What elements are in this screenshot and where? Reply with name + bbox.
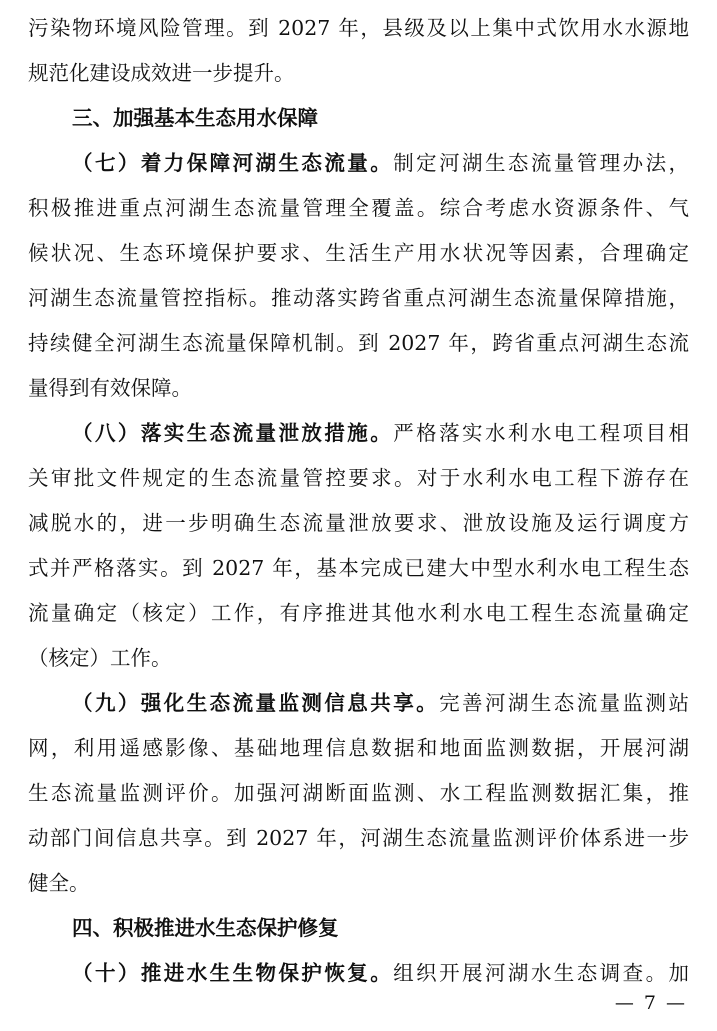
text-segment: 制定河湖生态流量管理办法， bbox=[393, 151, 690, 175]
text-line: 健全。 bbox=[28, 871, 90, 895]
paragraph-8-first-line bbox=[28, 411, 689, 456]
paragraph-8-title: （八）落实生态流量泄放措施。 bbox=[72, 421, 394, 445]
text-line: （核定）工作。 bbox=[28, 646, 172, 670]
paragraph-7-first-line bbox=[28, 141, 689, 186]
section-heading-3: 三、加强基本生态用水保障 bbox=[72, 106, 318, 130]
text-line: 污染物环境风险管理。到 2027 年，县级及以上集中式饮用水水源地 bbox=[28, 16, 689, 40]
paragraph-7-title: （七）着力保障河湖生态流量。 bbox=[72, 151, 394, 175]
text-segment: 组织开展河湖水生态调查。加 bbox=[393, 961, 690, 985]
text-line: 候状况、生态环境保护要求、生活生产用水状况等因素，合理确定 bbox=[28, 241, 689, 265]
text-line: 积极推进重点河湖生态流量管理全覆盖。综合考虑水资源条件、气 bbox=[28, 196, 689, 220]
text-line: 网，利用遥感影像、基础地理信息数据和地面监测数据，开展河湖 bbox=[28, 736, 689, 760]
text-line: 式并严格落实。到 2027 年，基本完成已建大中型水利水电工程生态 bbox=[28, 556, 689, 580]
paragraph-10-title: （十）推进水生生物保护恢复。 bbox=[72, 961, 394, 985]
section-heading-4: 四、积极推进水生态保护修复 bbox=[72, 916, 339, 940]
text-segment: 严格落实水利水电工程项目相 bbox=[393, 421, 690, 445]
text-line: 规范化建设成效进一步提升。 bbox=[28, 61, 295, 85]
text-segment: 完善河湖生态流量监测站 bbox=[439, 691, 690, 715]
page-number: — 7 — bbox=[614, 992, 687, 1014]
text-line: 持续健全河湖生态流量保障机制。到 2027 年，跨省重点河湖生态流 bbox=[28, 331, 689, 355]
text-line: 量得到有效保障。 bbox=[28, 376, 192, 400]
text-line: 河湖生态流量管控指标。推动落实跨省重点河湖生态流量保障措施， bbox=[28, 286, 689, 310]
paragraph-9-first-line bbox=[28, 681, 689, 726]
text-line: 动部门间信息共享。到 2027 年，河湖生态流量监测评价体系进一步 bbox=[28, 826, 689, 850]
paragraph-9-title: （九）强化生态流量监测信息共享。 bbox=[72, 691, 440, 715]
document-page bbox=[28, 0, 689, 996]
text-line: 关审批文件规定的生态流量管控要求。对于水利水电工程下游存在 bbox=[28, 466, 689, 490]
paragraph-10-first-line bbox=[28, 951, 689, 996]
text-line: 减脱水的，进一步明确生态流量泄放要求、泄放设施及运行调度方 bbox=[28, 511, 689, 535]
text-line: 流量确定（核定）工作，有序推进其他水利水电工程生态流量确定 bbox=[28, 601, 689, 625]
text-line: 生态流量监测评价。加强河湖断面监测、水工程监测数据汇集，推 bbox=[28, 781, 689, 805]
